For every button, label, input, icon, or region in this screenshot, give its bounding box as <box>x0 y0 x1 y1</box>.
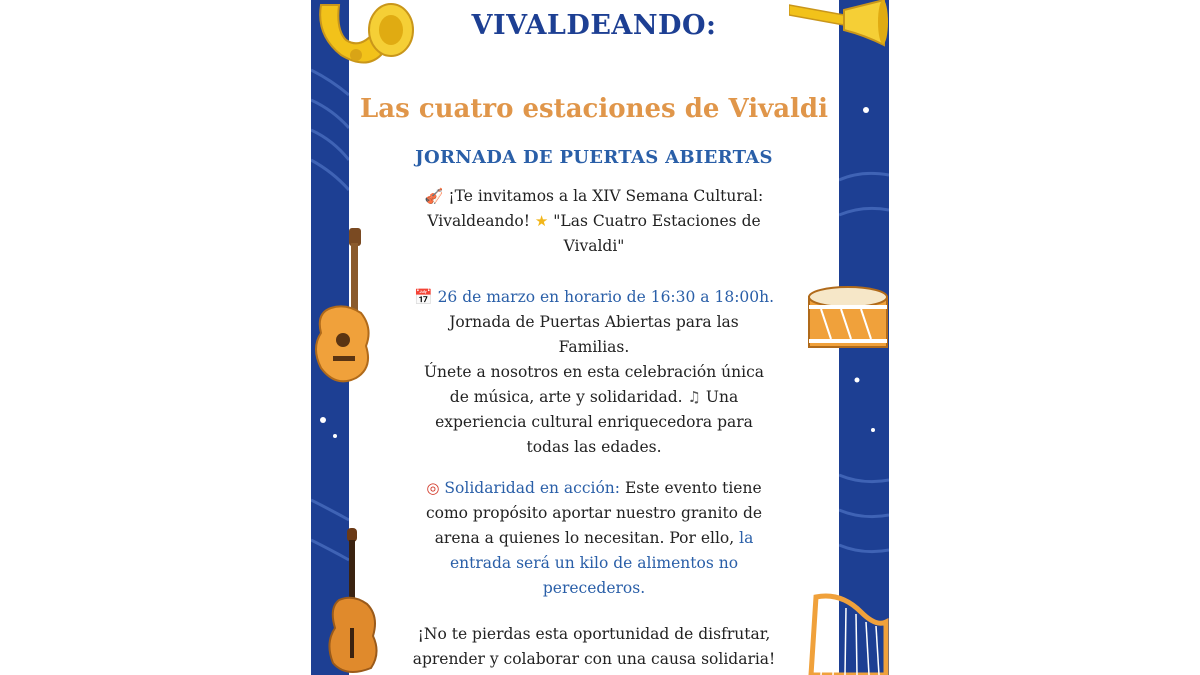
open-day-heading: JORNADA DE PUERTAS ABIERTAS <box>415 147 773 168</box>
harp-icon <box>801 592 889 675</box>
date-line-4: Únete a nosotros en esta celebración única <box>423 363 765 381</box>
date-line-3: Familias. <box>558 338 630 356</box>
closing-line-2: aprender y colaborar con una causa solidaria! <box>412 650 776 668</box>
guitar-icon <box>311 228 373 386</box>
subtitle: Las cuatro estaciones de Vivaldi <box>360 94 828 124</box>
solidarity-line-5: perecederos. <box>542 579 646 597</box>
date-line-6: experiencia cultural enriquecedora para <box>435 413 753 431</box>
date-line-7: todas las edades. <box>526 438 662 456</box>
invite-line-2: Vivaldeando! ★ "Las Cuatro Estaciones de <box>427 212 761 230</box>
drum-icon <box>807 285 889 357</box>
closing-line-1: ¡No te pierdas esta oportunidad de disfrutar, <box>417 625 771 643</box>
solidarity-line-4: entrada será un kilo de alimentos no <box>449 554 739 572</box>
date-line: 📅 26 de marzo en horario de 16:30 a 18:00h. <box>413 288 775 306</box>
violin-icon: 🎻 <box>424 187 444 205</box>
date-line-5: de música, arte y solidaridad. ♫ Una <box>449 388 739 406</box>
calendar-icon: 📅 <box>413 288 433 306</box>
tuba-icon <box>311 0 416 80</box>
star-icon: ★ <box>534 212 549 230</box>
event-poster <box>311 0 889 675</box>
sheet-music-icon: ♫ <box>687 388 701 406</box>
date-line-2: Jornada de Puertas Abiertas para las <box>449 313 739 331</box>
target-icon: ◎ <box>426 479 440 497</box>
invite-line-1: 🎻 ¡Te invitamos a la XIV Semana Cultural: <box>424 187 764 205</box>
solidarity-line-1: ◎ Solidaridad en acción: Este evento tiene <box>426 479 762 497</box>
invite-line-3: Vivaldi" <box>563 237 625 255</box>
solidarity-line-2: como propósito aportar nuestro granito de <box>425 504 763 522</box>
solidarity-line-3: arena a quienes lo necesitan. Por ello, la <box>434 529 754 547</box>
headline: VIVALDEANDO: <box>471 10 717 41</box>
violin-bottom-icon <box>321 528 383 675</box>
content-panel <box>349 0 839 675</box>
trumpet-icon <box>789 0 889 50</box>
